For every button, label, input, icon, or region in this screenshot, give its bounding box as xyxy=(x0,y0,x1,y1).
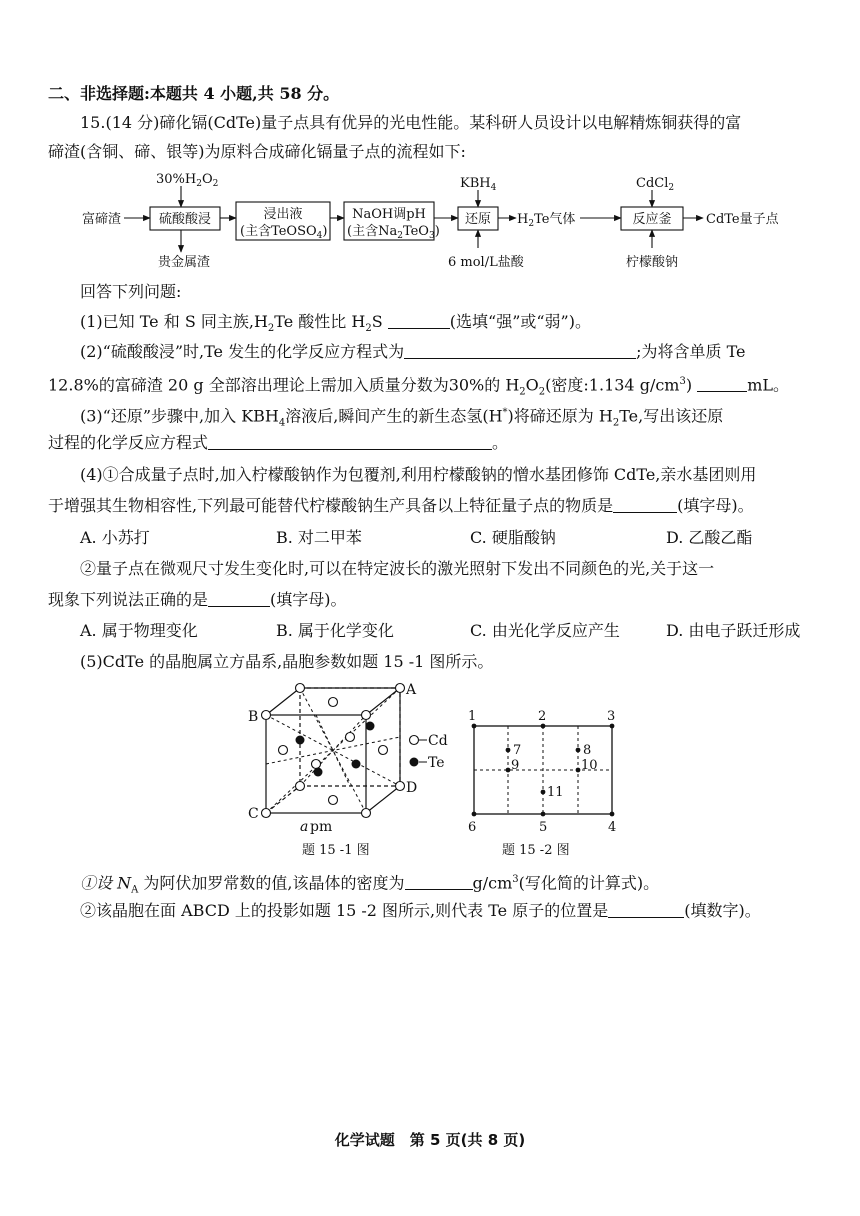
flow-input: 富碲渣 xyxy=(82,212,122,227)
part3-line2: 过程的化学反应方程式 。 xyxy=(48,433,509,452)
flow-box-naoh: NaOH调pH xyxy=(352,207,426,222)
part4-option-a: A. 小苏打 xyxy=(80,528,150,547)
flow-gas: Te气体 xyxy=(534,212,576,227)
flow-reagent-cdcl2: CdCl xyxy=(636,176,669,191)
fig1-label-b: B xyxy=(248,709,259,725)
part4-option2-b: B. 属于化学变化 xyxy=(276,621,394,640)
part4-answer-blank-1[interactable] xyxy=(613,498,677,513)
fig1-caption: 题 15 -1 图 xyxy=(302,843,370,858)
fig2-label-9: 9 xyxy=(511,758,520,773)
flow-citrate: 柠檬酸钠 xyxy=(626,255,679,270)
figure-15-2-projection xyxy=(462,704,632,860)
fig2-label-3: 3 xyxy=(607,709,616,724)
part4-option2-d: D. 由电子跃迁形成 xyxy=(666,621,801,640)
svg-text:KBH4: $KBH_4$ xyxy=(460,176,497,193)
part4-answer-blank-2[interactable] xyxy=(208,592,270,607)
part5-density-blank[interactable] xyxy=(405,875,473,890)
part1-answer-blank[interactable] xyxy=(388,314,450,329)
part4-option2-a: A. 属于物理变化 xyxy=(80,621,198,640)
flow-reagent-kbh4: KBH xyxy=(460,176,491,191)
q15-intro-line1: 15.(14 分)碲化镉(CdTe)量子点具有优异的光电性能。某科研人员设计以电解精炼铜获得的富 xyxy=(80,113,742,132)
fig2-label-4: 4 xyxy=(608,820,617,835)
flow-acid: 6 mol/L盐酸 xyxy=(448,255,524,270)
part4-option-c: C. 硬脂酸钠 xyxy=(470,528,556,547)
flow-box-acid-leach: 硫酸酸浸 xyxy=(158,212,212,227)
svg-text:(主含TeOSO4): (主含TeOSO$_4$) xyxy=(240,224,328,241)
fig2-label-1: 1 xyxy=(468,709,477,724)
flow-box-leachate: 浸出液 xyxy=(263,207,303,222)
part4-line2: 于增强其生物相容性,下列最可能替代柠檬酸钠生产具备以上特征量子点的物质是 (填字母)。 xyxy=(48,496,754,515)
fig2-label-2: 2 xyxy=(538,709,547,724)
figure-15-1-unit-cell xyxy=(240,680,460,862)
fig2-label-10: 10 xyxy=(581,758,598,773)
flow-box-naoh-detail: (主含Na xyxy=(347,224,398,239)
part4-option2-c: C. 由光化学反应产生 xyxy=(470,621,620,640)
part4-line1: (4)①合成量子点时,加入柠檬酸钠作为包覆剂,利用柠檬酸钠的憎水基团修饰 CdTe,亲水基团则用 xyxy=(80,465,757,484)
fig1-label-d: D xyxy=(406,780,418,796)
part5-line1: (5)CdTe 的晶胞属立方晶系,晶胞参数如题 15 -1 图所示。 xyxy=(80,652,494,671)
section-heading: 二、非选择题:本题共 4 小题,共 58 分。 xyxy=(48,84,340,103)
flow-product: CdTe量子点 xyxy=(706,212,779,227)
process-flow-diagram xyxy=(60,168,820,274)
answer-prompt: 回答下列问题: xyxy=(80,282,182,301)
legend-cd: Cd xyxy=(428,733,448,749)
fig1-param: a xyxy=(300,819,309,835)
flow-reagent-h2o2: 30%H xyxy=(156,172,197,187)
flow-box-reactor: 反应釜 xyxy=(632,212,672,227)
part3-line1: (3)“还原”步骤中,加入 $KBH_4$溶液后,瞬间产生的新生态氢(H*)将碲还原为 $H_2Te$,写出该还原 xyxy=(80,406,724,429)
part5-q2: ②该晶胞在面 ABCD 上的投影如题 15 -2 图所示,则代表 Te 原子的位置是 (填数字)。 xyxy=(80,901,761,920)
fig2-label-11: 11 xyxy=(547,785,564,800)
fig1-legend xyxy=(410,733,448,771)
fig2-label-8: 8 xyxy=(583,743,592,758)
part1: (1)已知 Te 和 S 同主族$,H_2Te$ 酸性比 $H_2S$ (选填“强”或“弱”)。 xyxy=(80,312,591,335)
svg-text:(主含Na2TeO3): (主含$Na_2TeO_3$) xyxy=(347,224,440,241)
fig2-caption: 题 15 -2 图 xyxy=(502,843,570,858)
fig2-label-5: 5 xyxy=(539,820,548,835)
fig1-label-c: C xyxy=(248,806,259,822)
part3-equation-blank[interactable] xyxy=(208,435,492,450)
page-footer: 化学试题 第 5 页(共 8 页) xyxy=(334,1131,526,1149)
part2-equation-blank[interactable] xyxy=(404,344,636,359)
fig2-label-7: 7 xyxy=(513,743,522,758)
part5-q1: ①设 $N_A$ 为阿伏加罗常数的值,该晶体的密度为 $g/cm^3$(写化简的计算式)。 xyxy=(80,873,660,896)
flow-residue: 贵金属渣 xyxy=(158,255,211,270)
fig1-unit: pm xyxy=(310,819,333,835)
part4-line4: 现象下列说法正确的是 (填字母)。 xyxy=(48,590,347,609)
fig1-label-a: A xyxy=(406,682,417,698)
part4-option-b: B. 对二甲苯 xyxy=(276,528,362,547)
part5-position-blank[interactable] xyxy=(608,903,684,918)
part4-option-d: D. 乙酸乙酯 xyxy=(666,528,753,547)
part4-line3: ②量子点在微观尺寸发生变化时,可以在特定波长的激光照射下发出不同颜色的光,关于这一 xyxy=(80,559,715,578)
legend-te: Te xyxy=(428,755,445,771)
svg-text:H2Te气体: $H_2Te$气体 xyxy=(517,212,576,229)
flow-box-reduction: 还原 xyxy=(464,212,492,227)
part2-volume-blank[interactable] xyxy=(697,377,747,392)
svg-text:30%H2O2: $30\%H_2O_2$ xyxy=(156,172,219,189)
part2-line1: (2)“硫酸酸浸”时,Te 发生的化学反应方程式为 ;为将含单质 Te xyxy=(80,342,746,361)
fig2-label-6: 6 xyxy=(468,820,477,835)
q15-intro-line2: 碲渣(含铜、碲、银等)为原料合成碲化镉量子点的流程如下: xyxy=(48,142,466,161)
part2-line2: 12.8%的富碲渣 20 g 全部溶出理论上需加入质量分数为30%的 $H_2O_2$(密度:1.134 $g/cm^3$) mL。 xyxy=(48,375,789,398)
flow-box-leachate-detail: (主含TeOSO xyxy=(240,224,317,239)
svg-text:CdCl2: CdCl$_2$ xyxy=(636,176,675,193)
